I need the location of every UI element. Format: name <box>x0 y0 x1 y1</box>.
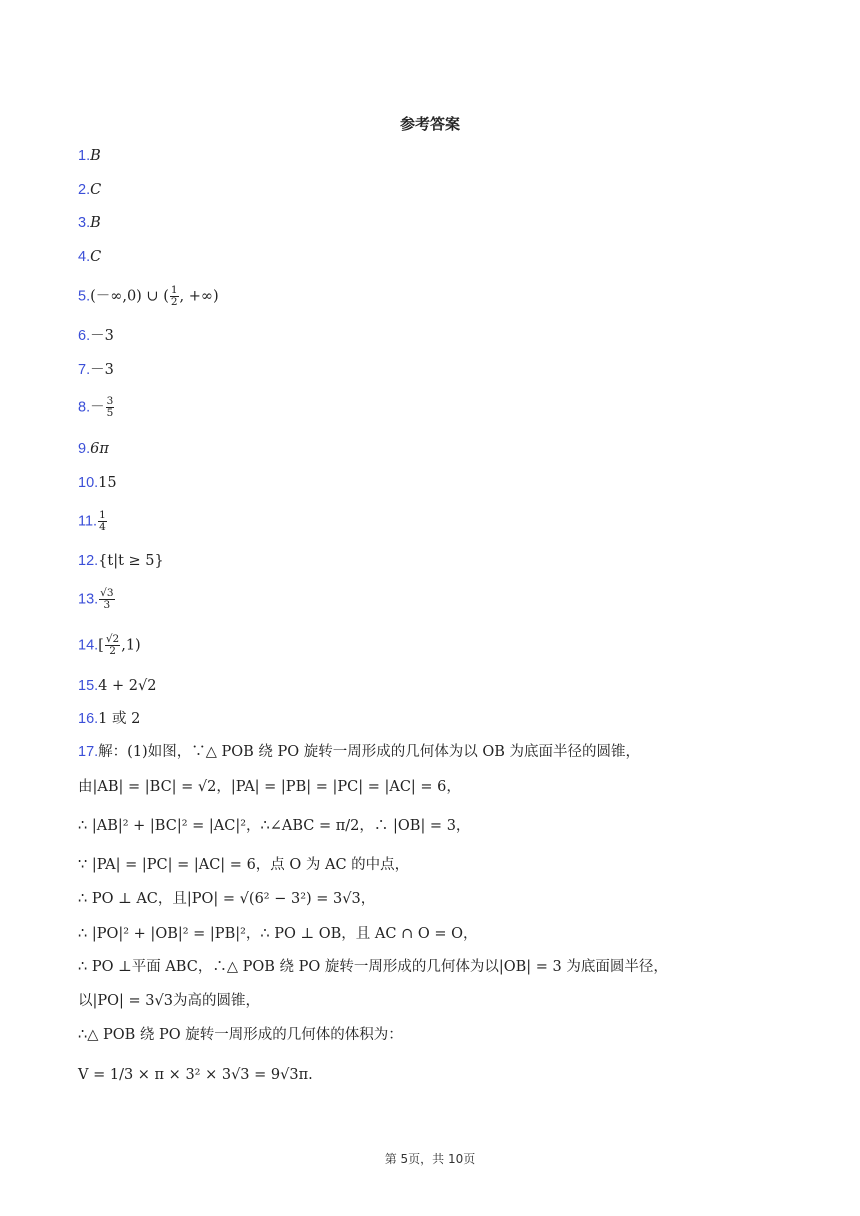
answer-number: 15. <box>78 678 99 694</box>
answer-number: 13. <box>78 591 99 608</box>
answer-number: 12. <box>78 553 99 569</box>
q17-line-5: ∴ PO ⊥ AC，且|PO| = √(6² − 3²) = 3√3， <box>78 891 376 907</box>
answer-14 <box>78 634 141 657</box>
answer-value: C <box>90 182 102 198</box>
fraction-numerator: 1 <box>170 284 178 296</box>
answer-15 <box>78 676 156 696</box>
q17-line-2: 由|AB| = |BC| = √2，|PA| = |PB| = |PC| = |AC| = 6， <box>78 779 461 795</box>
answer-value: C <box>90 249 102 265</box>
fraction-numerator: √2 <box>105 633 120 645</box>
answer-12 <box>78 551 164 571</box>
answer-number: 7. <box>78 362 91 378</box>
page-title: 参考答案 <box>399 115 460 133</box>
answer-number: 5. <box>78 288 91 305</box>
answer-value: B <box>90 148 101 164</box>
answer-6 <box>78 326 114 346</box>
q17-line-8: 以|PO| = 3√3为高的圆锥， <box>78 993 260 1009</box>
answer-value: －3 <box>90 328 114 344</box>
answer-value-part: , +∞) <box>179 288 219 305</box>
fraction-numerator: √3 <box>100 587 114 599</box>
answer-1 <box>78 146 101 166</box>
answer-value: －3 <box>90 362 114 378</box>
answer-number: 16. <box>78 711 99 727</box>
q17-line-9: ∴△ POB 绕 PO 旋转一周形成的几何体的体积为： <box>78 1027 403 1043</box>
answer-number: 8. <box>78 399 91 416</box>
answer-7 <box>78 360 114 380</box>
answer-value: B <box>90 215 101 231</box>
fraction-numerator: 1 <box>99 509 106 521</box>
fraction-denominator: 3 <box>103 599 111 611</box>
fraction-numerator: 3 <box>106 395 114 407</box>
answer-4 <box>78 247 101 267</box>
q17-line-7: ∴ PO ⊥平面 ABC，∴△ POB 绕 PO 旋转一周形成的几何体为以|OB| = 3 为底面圆半径， <box>78 959 668 975</box>
answer-value-part: (－∞,0) ∪ ( <box>90 288 169 305</box>
answer-value-part: － <box>90 399 105 416</box>
answer-8 <box>78 396 115 419</box>
answer-number: 1. <box>78 148 91 164</box>
answer-value: {t|t ≥ 5} <box>98 553 164 569</box>
answer-13 <box>78 588 116 611</box>
answer-10 <box>78 473 117 493</box>
answer-3 <box>78 213 101 233</box>
q17-line-4: ∵ |PA| = |PC| = |AC| = 6，点 O 为 AC 的中点， <box>78 857 410 873</box>
fraction <box>99 588 114 611</box>
answer-number: 4. <box>78 249 91 265</box>
answer-number: 2. <box>78 182 91 198</box>
answer-2 <box>78 180 101 200</box>
answer-number: 11. <box>78 513 98 530</box>
fraction-denominator: 5 <box>106 407 114 419</box>
answer-value: 15 <box>98 475 117 491</box>
q17-line-1 <box>78 741 640 763</box>
answer-value-part: ,1) <box>121 637 141 654</box>
answer-number: 6. <box>78 328 91 344</box>
answer-11 <box>78 510 108 533</box>
fraction <box>105 634 120 657</box>
page-footer: 第 5页，共 10页 <box>384 1152 476 1166</box>
fraction-denominator: 2 <box>170 296 178 308</box>
solution-text: 解：(1)如图，∵△ POB 绕 PO 旋转一周形成的几何体为以 OB 为底面半径的圆锥， <box>98 744 641 760</box>
answer-value: 4 + 2√2 <box>98 678 157 694</box>
q17-line-6: ∴ |PO|² + |OB|² = |PB|²，∴ PO ⊥ OB，且 AC ∩ O = O， <box>78 926 478 942</box>
fraction-denominator: 2 <box>109 645 116 657</box>
fraction-denominator: 4 <box>99 521 106 533</box>
q17-line-3: ∴ |AB|² + |BC|² = |AC|²，∴∠ABC = π/2，∴ |OB| = 3， <box>78 818 471 834</box>
answer-value-part: [ <box>98 637 104 654</box>
fraction <box>106 396 115 419</box>
answer-5 <box>78 285 219 308</box>
answer-number: 17. <box>78 744 99 760</box>
q17-line-10: V = 1/3 × π × 3² × 3√3 = 9√3π. <box>78 1067 313 1083</box>
answer-number: 9. <box>78 441 91 457</box>
answer-number: 3. <box>78 215 91 231</box>
fraction <box>98 510 107 533</box>
fraction <box>170 285 179 308</box>
answer-number: 10. <box>78 475 99 491</box>
answer-value: 1 或 2 <box>98 711 141 727</box>
answer-value: 6π <box>90 441 109 457</box>
answer-9 <box>78 439 109 459</box>
answer-16 <box>78 709 140 729</box>
answer-number: 14. <box>78 637 99 654</box>
